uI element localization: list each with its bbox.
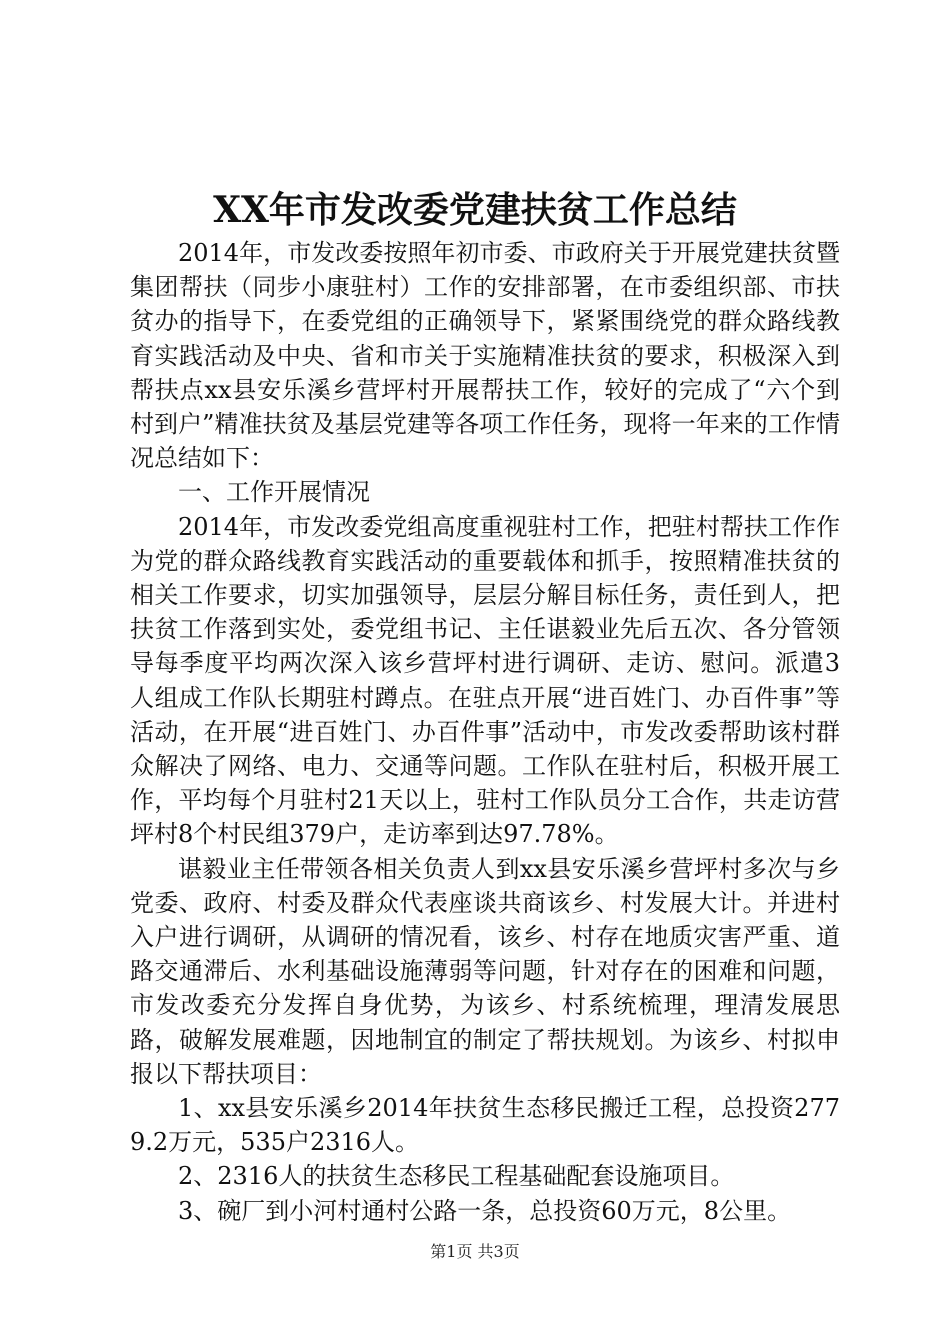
paragraph-intro: 2014年，市发改委按照年初市委、市政府关于开展党建扶贫暨集团帮扶（同步小康驻村）工作的安排部署，在市委组织部、市扶贫办的指导下，在委党组的正确领导下，紧紧围绕党的群众路线教育实践活动及中央、省和市关于实施精准扶贫的要求，积极深入到帮扶点xx县安乐溪乡营坪村开展帮扶工作，较好的完成了“六个到村到户”精准扶贫及基层党建等各项工作任务，现将一年来的工作情况总结如下：: [130, 239, 840, 473]
paragraph-planning: 谌毅业主任带领各相关负责人到xx县安乐溪乡营坪村多次与乡党委、政府、村委及群众代表座谈共商该乡、村发展大计。并进村入户进行调研，从调研的情况看，该乡、村存在地质灾害严重、道路交通滞后、水利基础设施薄弱等问题，针对存在的困难和问题，市发改委充分发挥自身优势，为该乡、村系统梳理，理清发展思路，破解发展难题，因地制宜的制定了帮扶规划。为该乡、村拟申报以下帮扶项目：: [130, 854, 840, 1088]
section-heading: 一、工作开展情况: [178, 478, 370, 507]
document-body: [130, 236, 840, 1228]
project-item-1: 1、xx县安乐溪乡2014年扶贫生态移民搬迁工程，总投资2779.2万元，535户2316人。: [130, 1094, 840, 1157]
project-item-2: 2、2316人的扶贫生态移民工程基础配套设施项目。: [178, 1162, 735, 1191]
project-item-3: 3、碗厂到小河村通村公路一条，总投资60万元，8公里。: [178, 1196, 792, 1225]
paragraph-work-summary: 2014年，市发改委党组高度重视驻村工作，把驻村帮扶工作作为党的群众路线教育实践活动的重要载体和抓手，按照精准扶贫的相关工作要求，切实加强领导，层层分解目标任务，责任到人，把扶贫工作落到实处，委党组书记、主任谌毅业先后五次、各分管领导每季度平均两次深入该乡营坪村进行调研、走访、慰问。派遣3人组成工作队长期驻村蹲点。在驻点开展“进百姓门、办百件事”等活动，在开展“进百姓门、办百件事”活动中，市发改委帮助该村群众解决了网络、电力、交通等问题。工作队在驻村后，积极开展工作，平均每个月驻村21天以上，驻村工作队员分工合作，共走访营坪村8个村民组379户，走访率到达97.78%。: [130, 512, 840, 849]
document-title: XX年市发改委党建扶贫工作总结: [213, 189, 737, 231]
page-number-footer: 第1页 共3页: [430, 1242, 520, 1261]
